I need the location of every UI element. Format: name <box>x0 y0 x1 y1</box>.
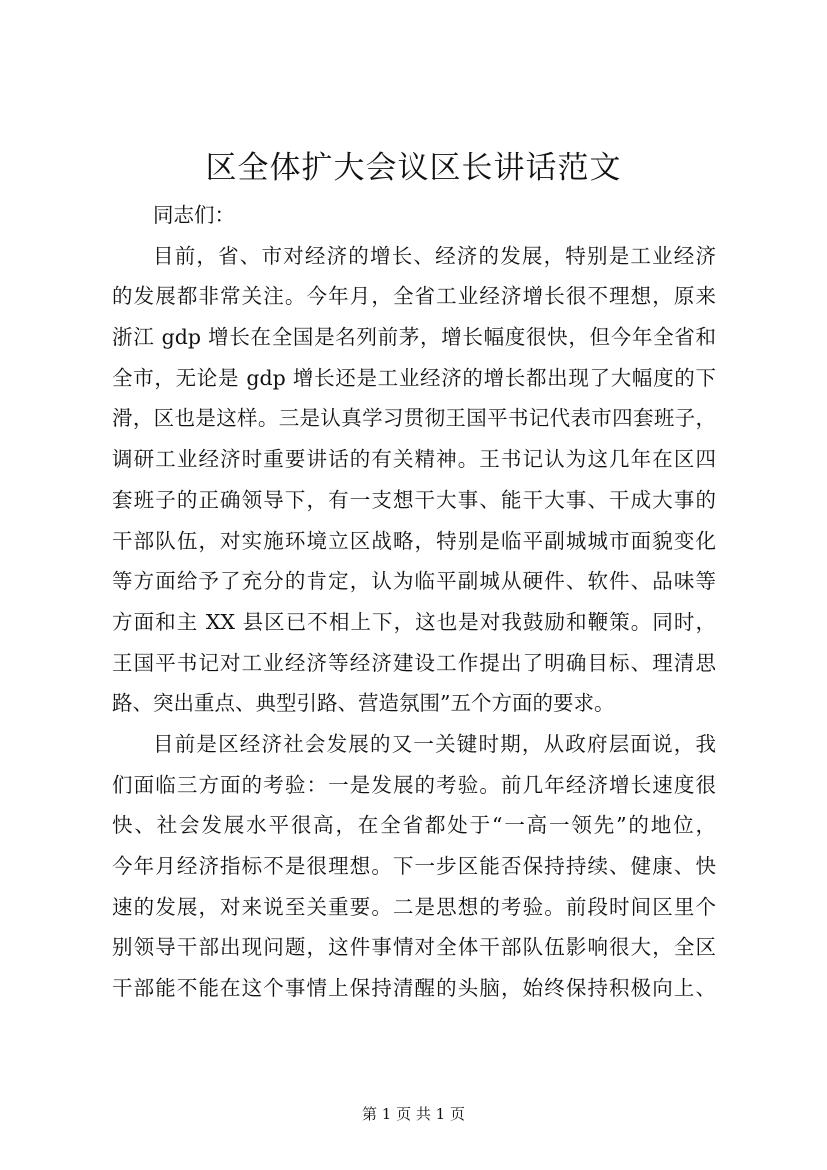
paragraph-1 <box>112 236 716 724</box>
paragraph-2-line: 干部能不能在这个事情上保持清醒的头脑，始终保持积极向上、 <box>112 976 716 1001</box>
document-title: 区全体扩大会议区长讲话范文 <box>205 150 622 186</box>
paragraph-1-line: 等方面给予了充分的肯定，认为临平副城从硬件、软件、品味等 <box>112 569 716 594</box>
paragraph-1-line: 套班子的正确领导下，有一支想干大事、能干大事、干成大事的 <box>112 487 716 512</box>
paragraph-1-line: 目前，省、市对经济的增长、经济的发展，特别是工业经济 <box>153 243 716 268</box>
paragraph-2-line: 别领导干部出现问题，这件事情对全体干部队伍影响很大，全区 <box>112 935 716 960</box>
paragraph-1-line: 路、突出重点、典型引路、营造氛围”五个方面的要求。 <box>112 691 615 716</box>
paragraph-1-line: 浙江 gdp 增长在全国是名列前茅，增长幅度很快，但今年全省和 <box>112 325 716 350</box>
paragraph-1-line: 王国平书记对工业经济等经济建设工作提出了明确目标、理清思 <box>112 650 716 675</box>
paragraph-1-line: 干部队伍，对实施环境立区战略，特别是临平副城城市面貌变化 <box>112 528 716 553</box>
paragraph-2-line: 今年月经济指标不是很理想。下一步区能否保持持续、健康、快 <box>112 854 716 878</box>
salutation: 同志们： <box>153 203 235 227</box>
paragraph-1-line: 方面和主 XX 县区已不相上下，这也是对我鼓励和鞭策。同时， <box>112 609 716 634</box>
paragraph-1-line: 的发展都非常关注。今年月，全省工业经济增长很不理想，原来 <box>112 284 716 309</box>
paragraph-1-line: 全市，无论是 gdp 增长还是工业经济的增长都出现了大幅度的下 <box>112 365 716 390</box>
paragraph-2-line: 快、社会发展水平很高，在全省都处于“一高一领先”的地位， <box>112 813 716 838</box>
document-body <box>112 195 716 1009</box>
page-footer: 第 1 页 共 1 页 <box>362 1105 465 1123</box>
paragraph-1-line: 滑，区也是这样。三是认真学习贯彻王国平书记代表市四套班子， <box>112 406 716 431</box>
paragraph-2-line: 速的发展，对来说至关重要。二是思想的考验。前段时间区里个 <box>112 894 716 919</box>
paragraph-2 <box>112 724 716 1009</box>
paragraph-2-line: 目前是区经济社会发展的又一关键时期，从政府层面说，我 <box>153 731 716 756</box>
paragraph-2-line: 们面临三方面的考验：一是发展的考验。前几年经济增长速度很 <box>112 772 716 797</box>
paragraph-1-line: 调研工业经济时重要讲话的有关精神。王书记认为这几年在区四 <box>112 447 716 472</box>
